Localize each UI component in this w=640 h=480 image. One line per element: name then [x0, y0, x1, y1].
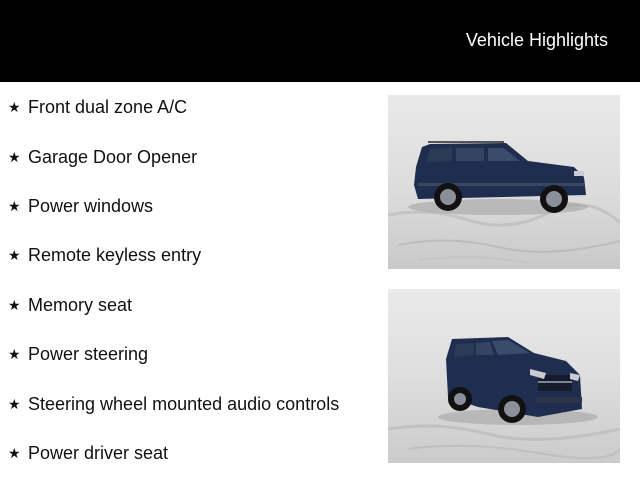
feature-label: Power driver seat	[28, 442, 169, 463]
star-icon: ★	[8, 444, 21, 461]
vehicle-photo-front[interactable]	[388, 289, 620, 463]
feature-label: Power steering	[28, 343, 149, 364]
star-icon: ★	[8, 296, 21, 313]
star-icon: ★	[8, 98, 21, 115]
list-item	[8, 145, 197, 169]
star-icon: ★	[8, 246, 21, 263]
star-icon: ★	[8, 345, 21, 362]
vehicle-photo-side[interactable]	[388, 95, 620, 269]
list-item	[8, 342, 148, 366]
feature-label: Front dual zone A/C	[28, 96, 188, 117]
list-item	[8, 441, 168, 465]
feature-label: Power windows	[28, 195, 154, 216]
feature-label: Remote keyless entry	[28, 244, 202, 265]
star-icon: ★	[8, 148, 21, 165]
star-icon: ★	[8, 395, 21, 412]
feature-label: Garage Door Opener	[28, 146, 198, 167]
feature-label: Memory seat	[28, 294, 133, 315]
list-item	[8, 194, 153, 218]
list-item	[8, 243, 201, 267]
vehicle-side-image	[388, 95, 620, 269]
star-icon: ★	[8, 197, 21, 214]
page-title: Vehicle Highlights	[465, 30, 608, 50]
list-item	[8, 392, 339, 416]
list-item	[8, 293, 132, 317]
feature-label: Steering wheel mounted audio controls	[28, 393, 340, 414]
vehicle-front-image	[388, 289, 620, 463]
list-item	[8, 95, 187, 119]
header-bar	[0, 0, 640, 82]
